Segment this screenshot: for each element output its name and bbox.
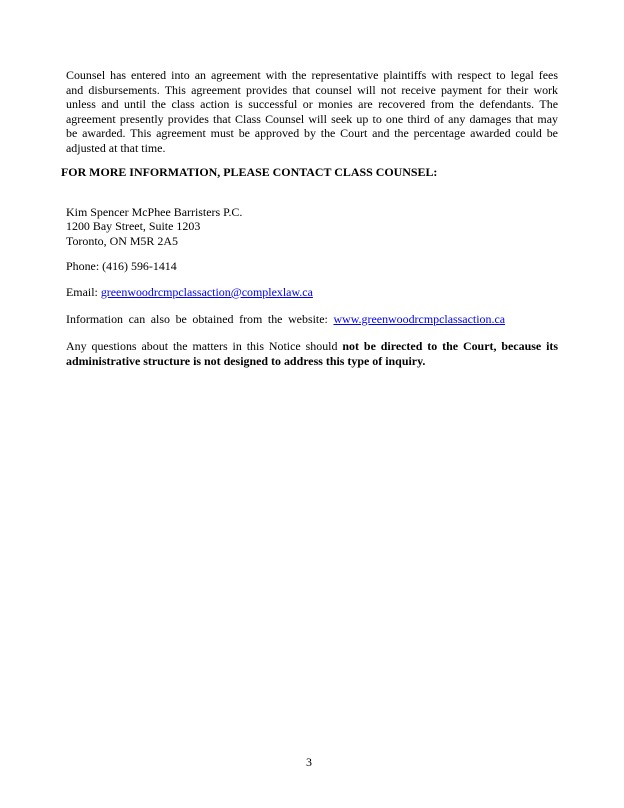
- address-street: 1200 Bay Street, Suite 1203: [66, 219, 201, 233]
- questions-paragraph: [66, 339, 558, 368]
- page-number: 3: [306, 754, 312, 769]
- email-label: Email:: [66, 284, 98, 299]
- email-link[interactable]: greenwoodrcmpclassaction@complexlaw.ca: [100, 284, 313, 299]
- website-prefix: Information can also be obtained from the website:: [66, 311, 328, 326]
- website-link[interactable]: www.greenwoodrcmpclassaction.ca: [333, 311, 506, 326]
- paragraph-line: unless and until the class action is successful or monies are recovered from the defendants. The: [66, 97, 558, 111]
- paragraph-line: be awarded. This agreement must be approved by the Court and the percentage awarded could be: [66, 126, 558, 140]
- paragraph-line: adjusted at that time.: [66, 140, 166, 155]
- paragraph-line: [66, 339, 558, 354]
- phone-line: Phone: (416) 596-1414: [66, 258, 177, 273]
- fees-paragraph: [66, 68, 558, 155]
- questions-normal-text: Any questions about the matters in this Notice should: [66, 339, 338, 353]
- section-heading: FOR MORE INFORMATION, PLEASE CONTACT CLASS COUNSEL:: [61, 164, 438, 179]
- website-line: [66, 312, 558, 327]
- address-city: Toronto, ON M5R 2A5: [66, 233, 178, 248]
- questions-bold-text: not be directed to the Court, because its: [342, 339, 559, 353]
- counsel-address-block: [66, 205, 242, 249]
- paragraph-line: and disbursements. This agreement provides that counsel will not receive payment for their work: [66, 82, 558, 97]
- paragraph-line: Counsel has entered into an agreement with the representative plaintiffs with respect to legal fees: [66, 68, 558, 82]
- firm-name: Kim Spencer McPhee Barristers P.C.: [66, 204, 243, 219]
- paragraph-line: administrative structure is not designed to address this type of inquiry.: [66, 353, 426, 368]
- paragraph-line: agreement presently provides that Class Counsel will seek up to one third of any damages that may: [66, 111, 558, 126]
- email-line: [66, 285, 313, 300]
